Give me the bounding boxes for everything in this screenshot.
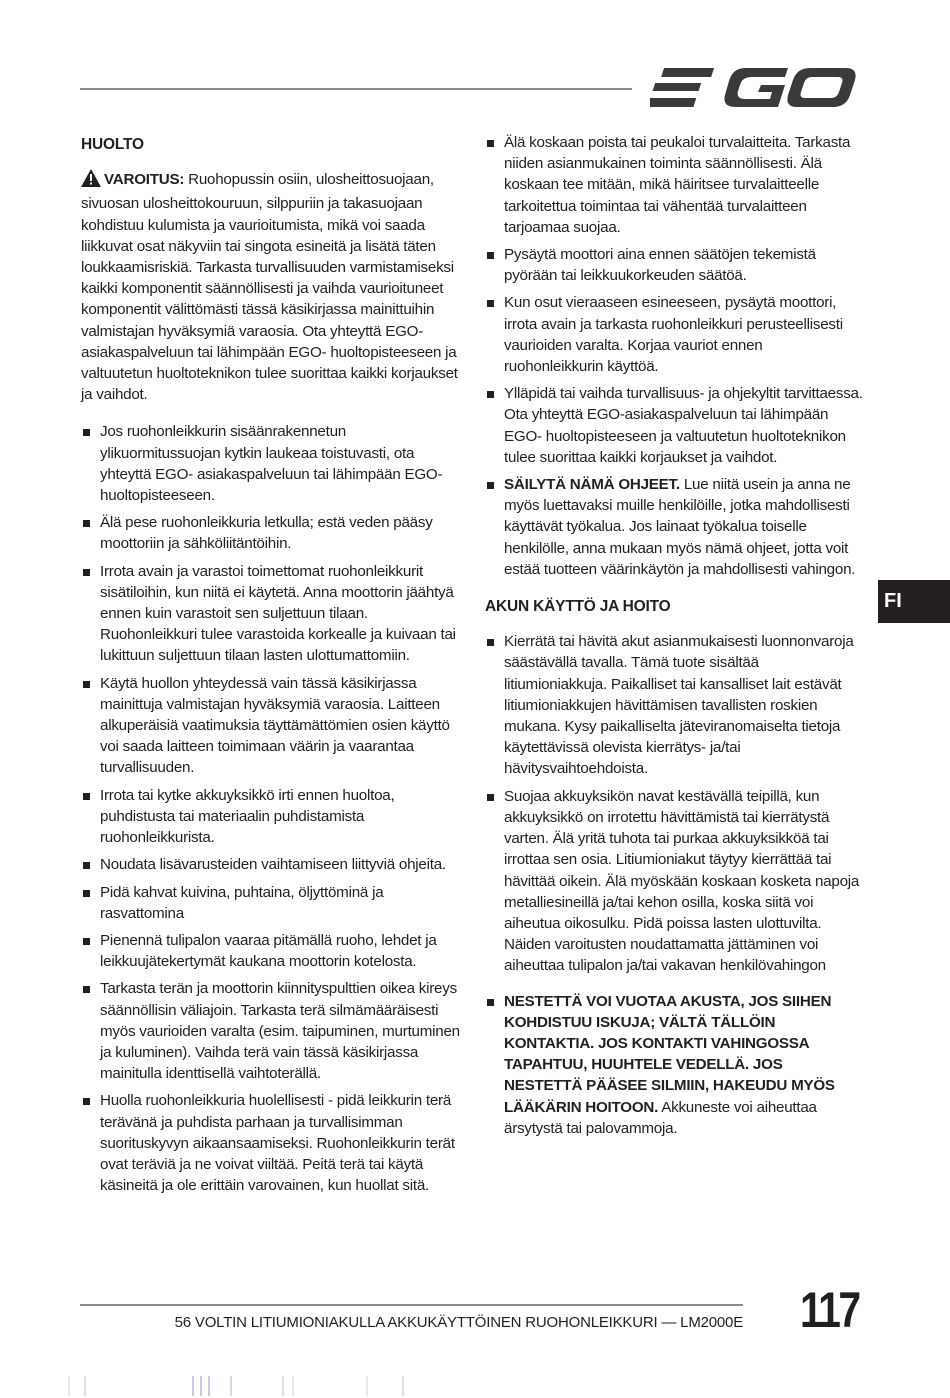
bullet-icon: [83, 793, 90, 800]
bullet-icon: [83, 569, 90, 576]
bullet-icon: [83, 520, 90, 527]
language-tab: FI: [878, 580, 950, 623]
leak-warning-text: Akkuneste voi aiheuttaa ärsytystä tai palovammoja.: [504, 1098, 817, 1137]
bullet-icon: [83, 681, 90, 688]
bullet-icon: [487, 794, 494, 801]
print-mark: [230, 1376, 232, 1396]
bullet-icon: [83, 938, 90, 945]
leak-warning-lead: NESTETTÄ VOI VUOTAA AKUSTA, JOS SIIHEN KOHDISTUU ISKUJA; VÄLTÄ TÄLLÖIN KONTAKTIA. JOS KONTAKTI VAHINGOSSA TAPAHTUU, HUUHTELE VEDELLÄ. JOS NESTETTÄ PÄÄSEE SILMIIN, HAKEUDU MYÖS LÄÄKÄRIN HOITOON.: [504, 992, 835, 1116]
bullet-icon: [487, 300, 494, 307]
warning-label: VAROITUS:: [104, 171, 185, 189]
warning-paragraph: [81, 169, 461, 405]
footer-rule: [80, 1304, 743, 1306]
maintenance-list: [81, 421, 461, 1196]
list-item: Pysäytä moottori aina ennen säätöjen tekemistä pyörään tai leikkuukorkeuden säätöä.: [485, 244, 863, 286]
save-instructions-text: Lue niitä usein ja anna ne myös luettavaksi muille henkilöille, jotka mahdollisesti käyttävät työkalua. Jos lainaat työkalua toiselle henkilölle, anna mukaan myös nämä ohjeet, jotta voit estää tuotteen väärinkäytön ja mahdollisesti vahingon.: [504, 476, 856, 578]
section-heading-maintenance: HUOLTO: [81, 136, 144, 153]
print-mark: [402, 1376, 404, 1396]
list-item: Noudata lisävarusteiden vaihtamiseen liittyviä ohjeita.: [81, 854, 461, 875]
bullet-icon: [83, 890, 90, 897]
list-item-leak-warning: [485, 991, 863, 1139]
header-rule: [80, 88, 632, 90]
list-item: Kierrätä tai hävitä akut asianmukaisesti luonnonvaroja säästävällä tavalla. Tämä tuote sisältää litiumioniakkuja. Paikalliset tai kansalliset lait estävät litiumioniakkujen hävittämisen tavallisten roskien mukana. Kysy paikalliselta jäteviranomaiselta tietoja käytettävissä olevista kierrätys- ja/tai hävitysvaihtoehdoista.: [485, 631, 863, 779]
print-mark: [208, 1376, 210, 1396]
section-heading-battery: AKUN KÄYTTÖ JA HOITO: [485, 598, 671, 616]
bullet-icon: [83, 862, 90, 869]
print-mark: [200, 1376, 202, 1396]
warning-triangle-icon: [81, 169, 101, 193]
list-item: Huolla ruohonleikkuria huolellisesti - pidä leikkurin terä terävänä ja puhdista parhaan ja turvallisimman suorituskyvyn aikaansaamiseksi. Ruohonleikkurin terät ovat teräviä ja ne voivat viiltää. Peitä terä tai käytä käsineitä ja ole erittäin varovainen, kun huollat sitä.: [81, 1090, 461, 1196]
bullet-icon: [83, 986, 90, 993]
footer-title: 56 VOLTIN LITIUMIONIAKULLA AKKUKÄYTTÖINEN RUOHONLEIKKURI — LM2000E: [174, 1314, 743, 1331]
bullet-icon: [487, 482, 494, 489]
list-item: Pienennä tulipalon vaaraa pitämällä ruoho, lehdet ja leikkuujätekertymät kaukana moottorin kotelosta.: [81, 930, 461, 972]
bullet-icon: [487, 140, 494, 147]
print-mark: [292, 1376, 294, 1396]
print-mark: [282, 1376, 284, 1396]
right-column: [485, 132, 863, 1145]
print-mark: [192, 1376, 194, 1396]
bullet-icon: [487, 391, 494, 398]
print-mark: [68, 1376, 70, 1396]
list-item: Ylläpidä tai vaihda turvallisuus- ja ohjekyltit tarvittaessa. Ota yhteyttä EGO-asiakaspalveluun tai lähimpään EGO- huoltopisteeseen ja valtuutetun huoltoteknikon tulee suorittaa kaikki korjaukset ja vaihdot.: [485, 383, 863, 468]
ego-logo: [650, 62, 862, 114]
list-item: Pidä kahvat kuivina, puhtaina, öljyttöminä ja rasvattomina: [81, 882, 461, 924]
list-item: Irrota avain ja varastoi toimettomat ruohonleikkurit sisätiloihin, kun niitä ei käytetä. Anna moottorin jäähtyä ennen kuin varastoit sen suljettuun tilaan. Ruohonleikkuri tulee varastoida korkealle ja kuivaan tai lukittuun suljettuun tilaan lasten ulottumattomiin.: [81, 561, 461, 667]
bullet-icon: [83, 429, 90, 436]
list-item: Älä pese ruohonleikkuria letkulla; estä veden pääsy moottoriin ja sähköliitäntöihin.: [81, 512, 461, 554]
bullet-icon: [83, 1098, 90, 1105]
page-number: 117: [800, 1282, 859, 1338]
bullet-icon: [487, 999, 494, 1006]
list-item: Tarkasta terän ja moottorin kiinnityspulttien oikea kireys säännöllisin väliajoin. Tarkasta terä silmämääräisesti myös vaurioiden varalta (esim. taipuminen, murtuminen ja kuluminen). Vaihda terä vain tässä käsikirjassa mainitulla identtisellä vaihtoterällä.: [81, 978, 461, 1084]
left-column: [81, 132, 461, 1202]
print-mark: [84, 1376, 86, 1396]
list-item: Älä koskaan poista tai peukaloi turvalaitteita. Tarkasta niiden asianmukainen toiminta säännöllisesti. Älä koskaan tee mitään, mikä häiritsee turvalaitteelle tarkoitettua toimintaa tai vähentää turvalaitteen tarjoamaa suojaa.: [485, 132, 863, 238]
list-item: Käytä huollon yhteydessä vain tässä käsikirjassa mainittuja valmistajan hyväksymiä varaosia. Laitteen alkuperäisiä vaatimuksia täyttämättömien osien käyttö voi saada laitteen toimimaan väärin ja vaarantaa turvallisuuden.: [81, 673, 461, 779]
warning-text: Ruohopussin osiin, ulosheittosuojaan, sivuosan ulosheittokouruun, silppuriin ja takasuojaan kohdistuu kulumista ja vaurioitumista, mikä voi saada liikkuvat osat näkyviin tai singota esineitä ja lisätä täten loukkaamisriskiä. Tarkasta turvallisuuden varmistamiseksi kaikki komponentit säännöllisesti ja vaihda vaurioituneet komponentit välittömästi tässä käsikirjassa mainittuihin valmistajan hyväksymiä varaosia. Ota yhteyttä EGO-asiakaspalveluun tai lähimpään EGO- huoltopisteeseen ja valtuutetun huoltoteknikon tulee suorittaa kaikki korjaukset ja vaihdot.: [81, 171, 458, 404]
bullet-icon: [487, 639, 494, 646]
list-item: Kun osut vieraaseen esineeseen, pysäytä moottori, irrota avain ja tarkasta ruohonleikkuri perusteellisesti vaurioiden varalta. Korjaa vauriot ennen ruohonleikkurin käyttöä.: [485, 292, 863, 377]
list-item: Irrota tai kytke akkuyksikkö irti ennen huoltoa, puhdistusta tai materiaalin puhdistamista ruohonleikkurista.: [81, 785, 461, 849]
bullet-icon: [487, 252, 494, 259]
safety-list: [485, 132, 863, 580]
list-item: Jos ruohonleikkurin sisäänrakennetun ylikuormitussuojan kytkin laukeaa toistuvasti, ota yhteyttä EGO- asiakaspalveluun tai lähimpään EGO-huoltopisteeseen.: [81, 421, 461, 506]
save-instructions-lead: SÄILYTÄ NÄMÄ OHJEET.: [504, 476, 680, 494]
list-item-save-instructions: [485, 474, 863, 580]
list-item: Suojaa akkuyksikön navat kestävällä teipillä, kun akkuyksikkö on irrotettu hävittämistä tai kierrätystä varten. Älä yritä tuhota tai purkaa akkuyksikköä tai irrottaa sen osia. Litiumioniakut täytyy kierrättää tai hävittää oikein. Älä myöskään koskaan kosketa napoja metalliesineillä ja/tai kehon osilla, koska siitä voi aiheutua oikosulku. Pidä poissa lasten ulottuvilta. Näiden varoitusten noudattamatta jättäminen voi aiheuttaa tulipalon ja/tai vakavan henkilövahingon: [485, 786, 863, 977]
print-mark: [366, 1376, 368, 1396]
battery-list: [485, 631, 863, 1139]
